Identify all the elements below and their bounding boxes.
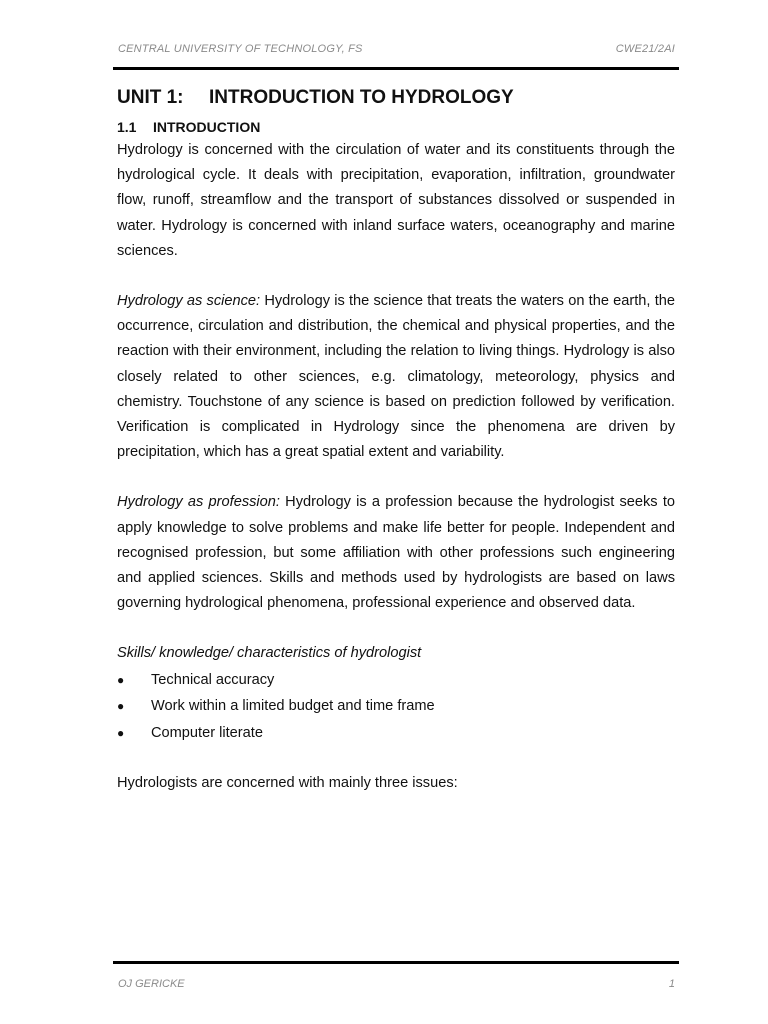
profession-text: Hydrology is a profession because the hydrologist seeks to apply knowledge to solve problems and make life better for people. Independent and recognised profession, but some affiliation with other professions such engineering and applied sciences. Skills and methods used by hydrologists are based on laws governing hydrological phenomena, professional experience and observed data. [117,494,675,612]
unit-heading [117,86,675,110]
closing-paragraph: Hydrologists are concerned with mainly three issues: [117,775,458,792]
science-paragraph [117,289,675,465]
header-institution: CENTRAL UNIVERSITY OF TECHNOLOGY, FS [118,43,363,55]
list-item [117,667,675,694]
section-title: INTRODUCTION [153,119,261,135]
skill-text: Work within a limited budget and time frame [151,698,435,715]
header-course-code: CWE21/2AI [615,43,675,55]
section-heading [117,118,675,136]
profession-label: Hydrology as profession: [117,494,280,511]
skills-heading: Skills/ knowledge/ characteristics of hydrologist [117,645,422,662]
science-label: Hydrology as science: [117,293,261,310]
profession-paragraph [117,490,675,616]
bullet-icon: ● [117,699,125,714]
science-text: Hydrology is the science that treats the waters on the earth, the occurrence, circulation and distribution, the chemical and physical properties, and the reaction with their environment, including the relation to living things. Hydrology is also closely related to other sciences, e.g. climatology, meteorology, physics and chemistry. Touchstone of any science is based on prediction followed by verification. Verification is complicated in Hydrology since the phenomena are driven by precipitation, which has a great spatial extent and variability. [117,293,675,461]
skill-text: Technical accuracy [151,671,275,688]
footer-rule [113,961,679,964]
intro-paragraph: Hydrology is concerned with the circulation of water and its constituents through the hydrological cycle. It deals with precipitation, evaporation, infiltration, groundwater flow, runoff, streamflow and the transport of substances dissolved or suspended in water. Hydrology is concerned with inland surface waters, oceanography and marine sciences. [117,142,675,259]
skills-list [117,667,675,747]
page-number: 1 [668,978,675,990]
header-rule [113,67,679,70]
bullet-icon: ● [117,725,125,740]
unit-title: INTRODUCTION TO HYDROLOGY [209,87,514,108]
bullet-icon: ● [117,672,125,687]
section-number: 1.1 [117,119,137,135]
page-body [117,86,675,796]
list-item [117,693,675,720]
unit-number: UNIT 1: [117,87,184,108]
footer-author: OJ GERICKE [118,978,185,990]
page-footer [118,978,675,994]
list-item [117,720,675,747]
page-header [118,43,675,59]
skill-text: Computer literate [151,724,263,741]
